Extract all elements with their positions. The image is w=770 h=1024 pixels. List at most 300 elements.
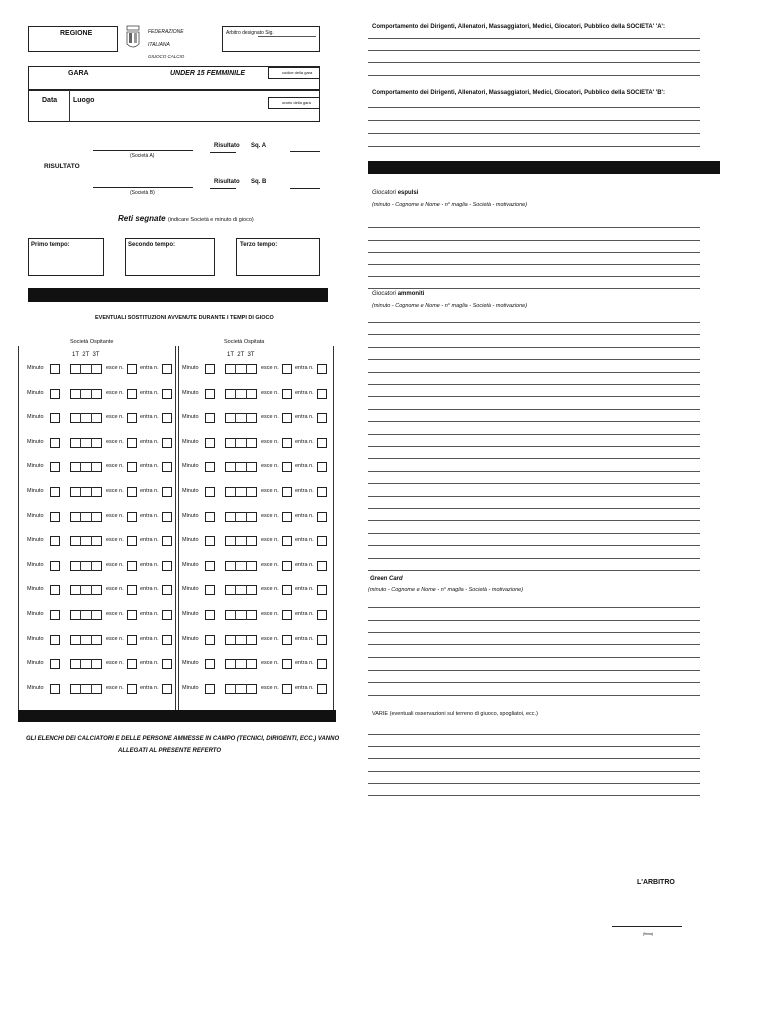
sub-entra-box[interactable] (162, 536, 172, 546)
sub-minuto-box[interactable] (50, 487, 60, 497)
sub-minuto-label: Minuto (182, 660, 199, 666)
sub-esce-box[interactable] (127, 438, 137, 448)
sub-esce-box[interactable] (127, 659, 137, 669)
sub-entra-label: entra n. (140, 390, 159, 396)
writing-line[interactable] (368, 657, 700, 658)
sub-entra-box[interactable] (162, 462, 172, 472)
ammoniti-prefix: Giocatori (372, 291, 397, 297)
sub-period-box[interactable] (225, 438, 257, 448)
writing-line[interactable] (368, 644, 700, 645)
sub-period-box[interactable] (70, 389, 102, 399)
sub-entra-label: entra n. (295, 463, 314, 469)
societa-b-label: (Società B) (130, 190, 155, 196)
sub-esce-box[interactable] (127, 585, 137, 595)
sub-entra-box[interactable] (317, 659, 327, 669)
sub-period-divider (246, 413, 247, 423)
sub-esce-box[interactable] (282, 512, 292, 522)
sub-period-divider (80, 462, 81, 472)
writing-line[interactable] (368, 146, 700, 147)
sub-entra-box[interactable] (162, 389, 172, 399)
espulsi-prefix: Giocatori (372, 190, 397, 196)
sub-entra-box[interactable] (162, 512, 172, 522)
sub-entra-box[interactable] (317, 585, 327, 595)
sub-period-box[interactable] (70, 684, 102, 694)
sub-minuto-box[interactable] (205, 635, 215, 645)
writing-line[interactable] (368, 758, 700, 759)
sub-entra-label: entra n. (295, 488, 314, 494)
writing-line[interactable] (368, 334, 700, 335)
sub-minuto-label: Minuto (27, 537, 44, 543)
sub-period-box[interactable] (225, 487, 257, 497)
sub-entra-box[interactable] (317, 684, 327, 694)
federation-logo (125, 24, 141, 60)
writing-line[interactable] (368, 632, 700, 633)
sub-esce-label: esce n. (106, 513, 124, 519)
writing-line[interactable] (368, 458, 700, 459)
writing-line[interactable] (368, 421, 700, 422)
sub-esce-box[interactable] (127, 561, 137, 571)
sub-minuto-label: Minuto (182, 611, 199, 617)
sub-period-box[interactable] (70, 462, 102, 472)
sub-minuto-box[interactable] (50, 561, 60, 571)
sq-b-label: Sq. B (251, 179, 267, 185)
sub-esce-label: esce n. (106, 562, 124, 568)
writing-line[interactable] (368, 396, 700, 397)
writing-line[interactable] (368, 288, 700, 289)
sub-entra-label: entra n. (140, 414, 159, 420)
writing-line[interactable] (368, 107, 700, 108)
sub-period-box[interactable] (70, 536, 102, 546)
sub-esce-box[interactable] (282, 389, 292, 399)
sub-esce-label: esce n. (261, 463, 279, 469)
sub-esce-box[interactable] (127, 487, 137, 497)
sub-minuto-box[interactable] (205, 462, 215, 472)
sub-esce-label: esce n. (106, 537, 124, 543)
writing-line[interactable] (368, 227, 700, 228)
sub-period-divider (80, 512, 81, 522)
writing-line[interactable] (368, 240, 700, 241)
sub-period-box[interactable] (70, 438, 102, 448)
sub-period-divider (235, 659, 236, 669)
sub-minuto-label: Minuto (182, 513, 199, 519)
sub-period-box[interactable] (225, 512, 257, 522)
sub-period-divider (235, 512, 236, 522)
subs-left-team: Società Ospitante (70, 339, 114, 345)
sub-esce-label: esce n. (261, 562, 279, 568)
sub-entra-box[interactable] (317, 487, 327, 497)
sub-esce-box[interactable] (282, 536, 292, 546)
subs-left-periods: 1T 2T 3T (72, 352, 100, 358)
codice-gara-label: codice della gara (282, 70, 313, 75)
sub-period-divider (235, 413, 236, 423)
footer-note-line2: ALLEGATI AL PRESENTE REFERTO (118, 748, 222, 754)
sub-esce-box[interactable] (282, 659, 292, 669)
sub-period-box[interactable] (70, 487, 102, 497)
writing-line[interactable] (368, 533, 700, 534)
sub-esce-box[interactable] (127, 635, 137, 645)
sub-esce-box[interactable] (282, 585, 292, 595)
sub-esce-label: esce n. (106, 611, 124, 617)
subs-right-post (333, 346, 334, 712)
sub-esce-box[interactable] (282, 364, 292, 374)
sub-esce-label: esce n. (106, 439, 124, 445)
writing-line[interactable] (368, 570, 700, 571)
terzo-tempo-label: Terzo tempo: (240, 242, 278, 248)
sub-entra-box[interactable] (162, 659, 172, 669)
sub-minuto-label: Minuto (27, 439, 44, 445)
sub-entra-label: entra n. (140, 439, 159, 445)
federation-line2: ITALIANA (148, 42, 170, 48)
sub-period-box[interactable] (70, 561, 102, 571)
sub-period-divider (235, 561, 236, 571)
sub-minuto-box[interactable] (50, 413, 60, 423)
arbitro-signature-line[interactable] (612, 926, 682, 927)
sub-esce-box[interactable] (127, 364, 137, 374)
sub-period-divider (235, 536, 236, 546)
sub-minuto-box[interactable] (205, 512, 215, 522)
sub-period-divider (246, 536, 247, 546)
sub-minuto-box[interactable] (205, 487, 215, 497)
sub-period-box[interactable] (225, 585, 257, 595)
writing-line[interactable] (368, 496, 700, 497)
sub-entra-label: entra n. (140, 636, 159, 642)
sub-minuto-box[interactable] (205, 610, 215, 620)
sub-period-box[interactable] (70, 413, 102, 423)
sub-esce-label: esce n. (261, 414, 279, 420)
writing-line[interactable] (368, 670, 700, 671)
sub-esce-box[interactable] (127, 684, 137, 694)
sub-entra-label: entra n. (140, 611, 159, 617)
sub-esce-box[interactable] (127, 512, 137, 522)
sub-esce-label: esce n. (106, 660, 124, 666)
sub-entra-box[interactable] (162, 487, 172, 497)
sub-minuto-label: Minuto (182, 439, 199, 445)
sub-minuto-label: Minuto (27, 513, 44, 519)
sub-period-divider (246, 438, 247, 448)
sub-period-box[interactable] (225, 684, 257, 694)
sub-entra-label: entra n. (295, 439, 314, 445)
sub-entra-label: entra n. (140, 685, 159, 691)
sub-minuto-box[interactable] (50, 389, 60, 399)
sub-minuto-box[interactable] (205, 684, 215, 694)
sub-esce-label: esce n. (106, 390, 124, 396)
sub-period-divider (80, 536, 81, 546)
writing-line[interactable] (368, 520, 700, 521)
sub-entra-box[interactable] (162, 561, 172, 571)
writing-line[interactable] (368, 734, 700, 735)
sub-minuto-label: Minuto (27, 390, 44, 396)
sub-minuto-label: Minuto (182, 463, 199, 469)
sub-entra-box[interactable] (317, 389, 327, 399)
sub-minuto-box[interactable] (205, 413, 215, 423)
sub-minuto-box[interactable] (205, 536, 215, 546)
writing-line[interactable] (368, 607, 700, 608)
sub-esce-box[interactable] (282, 561, 292, 571)
sub-minuto-box[interactable] (50, 610, 60, 620)
sub-minuto-box[interactable] (50, 684, 60, 694)
sub-entra-label: entra n. (295, 537, 314, 543)
sub-minuto-box[interactable] (50, 462, 60, 472)
subs-right-team: Società Ospitata (224, 339, 265, 345)
sub-period-divider (91, 536, 92, 546)
sub-esce-label: esce n. (261, 439, 279, 445)
sq-b-score-line (290, 188, 320, 189)
sub-esce-label: esce n. (261, 586, 279, 592)
risultato-title: RISULTATO (44, 163, 80, 170)
sub-esce-label: esce n. (261, 537, 279, 543)
sub-esce-label: esce n. (106, 365, 124, 371)
sub-minuto-box[interactable] (50, 364, 60, 374)
sub-entra-box[interactable] (162, 610, 172, 620)
writing-line[interactable] (368, 446, 700, 447)
sub-minuto-box[interactable] (205, 364, 215, 374)
sub-period-divider (80, 364, 81, 374)
sub-period-divider (91, 561, 92, 571)
writing-line[interactable] (368, 695, 700, 696)
sub-minuto-label: Minuto (182, 365, 199, 371)
writing-line[interactable] (368, 384, 700, 385)
sub-esce-box[interactable] (282, 413, 292, 423)
sub-esce-box[interactable] (127, 610, 137, 620)
sub-esce-box[interactable] (282, 462, 292, 472)
sub-minuto-label: Minuto (182, 414, 199, 420)
sub-esce-box[interactable] (127, 536, 137, 546)
sub-minuto-box[interactable] (205, 561, 215, 571)
writing-line[interactable] (368, 372, 700, 373)
sub-entra-box[interactable] (317, 635, 327, 645)
sub-entra-box[interactable] (317, 413, 327, 423)
sub-entra-box[interactable] (162, 585, 172, 595)
sub-period-box[interactable] (225, 462, 257, 472)
sub-minuto-label: Minuto (182, 562, 199, 568)
sub-minuto-box[interactable] (205, 389, 215, 399)
sub-period-divider (80, 585, 81, 595)
sub-period-box[interactable] (70, 659, 102, 669)
risultato-a-underline (210, 152, 236, 153)
sub-period-box[interactable] (225, 364, 257, 374)
sub-entra-box[interactable] (162, 635, 172, 645)
ammoniti-label (372, 291, 424, 297)
sub-esce-box[interactable] (282, 487, 292, 497)
sub-minuto-box[interactable] (205, 585, 215, 595)
sub-period-divider (80, 487, 81, 497)
sub-esce-label: esce n. (261, 636, 279, 642)
sub-period-divider (235, 389, 236, 399)
sub-period-box[interactable] (225, 635, 257, 645)
data-label: Data (42, 97, 58, 104)
gara-label: GARA (68, 70, 89, 77)
sub-minuto-label: Minuto (27, 365, 44, 371)
sub-period-divider (235, 462, 236, 472)
sub-minuto-box[interactable] (50, 512, 60, 522)
sub-period-box[interactable] (225, 659, 257, 669)
green-card-title: Green Card (370, 576, 403, 582)
sub-minuto-label: Minuto (27, 611, 44, 617)
sub-esce-box[interactable] (127, 389, 137, 399)
sub-period-divider (246, 462, 247, 472)
sub-entra-box[interactable] (317, 536, 327, 546)
sub-entra-label: entra n. (140, 365, 159, 371)
writing-line[interactable] (368, 38, 700, 39)
writing-line[interactable] (368, 620, 700, 621)
sub-period-divider (246, 389, 247, 399)
sub-period-divider (246, 610, 247, 620)
sub-entra-label: entra n. (140, 586, 159, 592)
sub-esce-box[interactable] (127, 462, 137, 472)
sub-period-box[interactable] (225, 610, 257, 620)
sub-minuto-label: Minuto (27, 463, 44, 469)
writing-line[interactable] (368, 252, 700, 253)
comportamento-b-label: Comportamento dei Dirigenti, Allenatori, Massaggiatori, Medici, Giocatori, Pubblico della SOCIETA' 'B': (372, 90, 665, 96)
sub-entra-box[interactable] (317, 610, 327, 620)
sub-period-divider (246, 561, 247, 571)
sub-period-box[interactable] (225, 413, 257, 423)
varie-label: VARIE (eventuali osservazioni sul terreno di giuoco, spogliatoi, ecc.) (372, 711, 538, 717)
reti-title-text: Reti segnate (118, 214, 166, 223)
espulsi-word: espulsi (397, 190, 419, 196)
sub-period-divider (91, 487, 92, 497)
sub-entra-label: entra n. (295, 562, 314, 568)
writing-line[interactable] (368, 483, 700, 484)
sub-period-divider (246, 684, 247, 694)
sub-entra-label: entra n. (295, 660, 314, 666)
sub-minuto-box[interactable] (205, 438, 215, 448)
sub-esce-label: esce n. (261, 513, 279, 519)
writing-line[interactable] (368, 62, 700, 63)
arbitro-signature-label: L'ARBITRO (637, 879, 675, 886)
primo-tempo-label: Primo tempo: (31, 242, 70, 248)
sub-esce-box[interactable] (282, 684, 292, 694)
sub-period-box[interactable] (225, 389, 257, 399)
left-separator-bar-2 (18, 710, 336, 722)
sub-period-box[interactable] (70, 364, 102, 374)
sub-entra-box[interactable] (317, 438, 327, 448)
sub-entra-box[interactable] (162, 364, 172, 374)
subs-mid-post-2 (178, 346, 179, 712)
sub-esce-box[interactable] (282, 610, 292, 620)
arbitro-line (258, 36, 316, 37)
sub-minuto-label: Minuto (182, 488, 199, 494)
sub-minuto-label: Minuto (27, 636, 44, 642)
sub-entra-label: entra n. (140, 537, 159, 543)
sub-period-divider (91, 438, 92, 448)
sub-esce-label: esce n. (106, 488, 124, 494)
sub-esce-label: esce n. (261, 611, 279, 617)
writing-line[interactable] (368, 409, 700, 410)
sub-entra-box[interactable] (162, 413, 172, 423)
luogo-label: Luogo (73, 97, 95, 104)
regione-label: REGIONE (60, 30, 93, 37)
sub-entra-box[interactable] (162, 438, 172, 448)
sub-entra-box[interactable] (317, 462, 327, 472)
writing-line[interactable] (368, 347, 700, 348)
sub-entra-label: entra n. (295, 636, 314, 642)
sub-minuto-box[interactable] (205, 659, 215, 669)
sub-minuto-box[interactable] (50, 438, 60, 448)
sub-period-divider (91, 585, 92, 595)
writing-line[interactable] (368, 75, 700, 76)
sub-esce-label: esce n. (106, 586, 124, 592)
writing-line[interactable] (368, 133, 700, 134)
sub-entra-box[interactable] (317, 561, 327, 571)
writing-line[interactable] (368, 434, 700, 435)
writing-line[interactable] (368, 508, 700, 509)
sub-period-divider (80, 413, 81, 423)
writing-line[interactable] (368, 471, 700, 472)
firma-label: (firma) (643, 932, 654, 936)
subs-right-periods: 1T 2T 3T (227, 352, 255, 358)
subs-left-post (18, 346, 19, 712)
writing-line[interactable] (368, 50, 700, 51)
sub-period-box[interactable] (70, 512, 102, 522)
sub-entra-box[interactable] (162, 684, 172, 694)
writing-line[interactable] (368, 120, 700, 121)
sub-esce-box[interactable] (282, 438, 292, 448)
category-label: UNDER 15 FEMMINILE (170, 70, 246, 77)
right-separator-bar (368, 161, 720, 174)
sub-minuto-label: Minuto (182, 586, 199, 592)
writing-line[interactable] (368, 682, 700, 683)
sub-minuto-box[interactable] (50, 585, 60, 595)
sub-minuto-label: Minuto (182, 636, 199, 642)
sub-period-divider (246, 635, 247, 645)
writing-line[interactable] (368, 783, 700, 784)
writing-line[interactable] (368, 359, 700, 360)
sub-period-box[interactable] (225, 536, 257, 546)
writing-line[interactable] (368, 558, 700, 559)
sub-minuto-box[interactable] (50, 635, 60, 645)
writing-line[interactable] (368, 771, 700, 772)
sub-period-divider (91, 635, 92, 645)
sub-minuto-box[interactable] (50, 536, 60, 546)
left-separator-bar-1 (28, 288, 328, 302)
sub-esce-label: esce n. (261, 488, 279, 494)
writing-line[interactable] (368, 264, 700, 265)
sub-period-divider (91, 413, 92, 423)
sub-entra-label: entra n. (140, 562, 159, 568)
writing-line[interactable] (368, 795, 700, 796)
sub-entra-label: entra n. (295, 390, 314, 396)
sq-a-label: Sq. A (251, 143, 267, 149)
risultato-a-label: Risultato (214, 143, 240, 149)
societa-b-line (93, 187, 193, 188)
sub-esce-box[interactable] (127, 413, 137, 423)
sub-period-divider (235, 438, 236, 448)
sub-entra-label: entra n. (140, 513, 159, 519)
writing-line[interactable] (368, 545, 700, 546)
sq-a-score-line (290, 151, 320, 152)
sub-period-box[interactable] (70, 585, 102, 595)
sub-minuto-label: Minuto (27, 488, 44, 494)
sub-period-divider (80, 561, 81, 571)
sub-period-divider (235, 635, 236, 645)
sub-period-box[interactable] (225, 561, 257, 571)
sub-entra-box[interactable] (317, 364, 327, 374)
ammoniti-sub: (minuto - Cognome e Nome - n° maglia - Società - motivazione) (372, 303, 528, 309)
writing-line[interactable] (368, 322, 700, 323)
writing-line[interactable] (368, 276, 700, 277)
sub-period-box[interactable] (70, 610, 102, 620)
sub-period-divider (80, 684, 81, 694)
sub-period-divider (235, 684, 236, 694)
writing-line[interactable] (368, 746, 700, 747)
espulsi-sub: (minuto - Cognome e Nome - n° maglia - Società - motivazione) (372, 202, 528, 208)
sub-esce-label: esce n. (261, 685, 279, 691)
sub-entra-box[interactable] (317, 512, 327, 522)
sub-period-box[interactable] (70, 635, 102, 645)
sub-esce-box[interactable] (282, 635, 292, 645)
sub-minuto-box[interactable] (50, 659, 60, 669)
